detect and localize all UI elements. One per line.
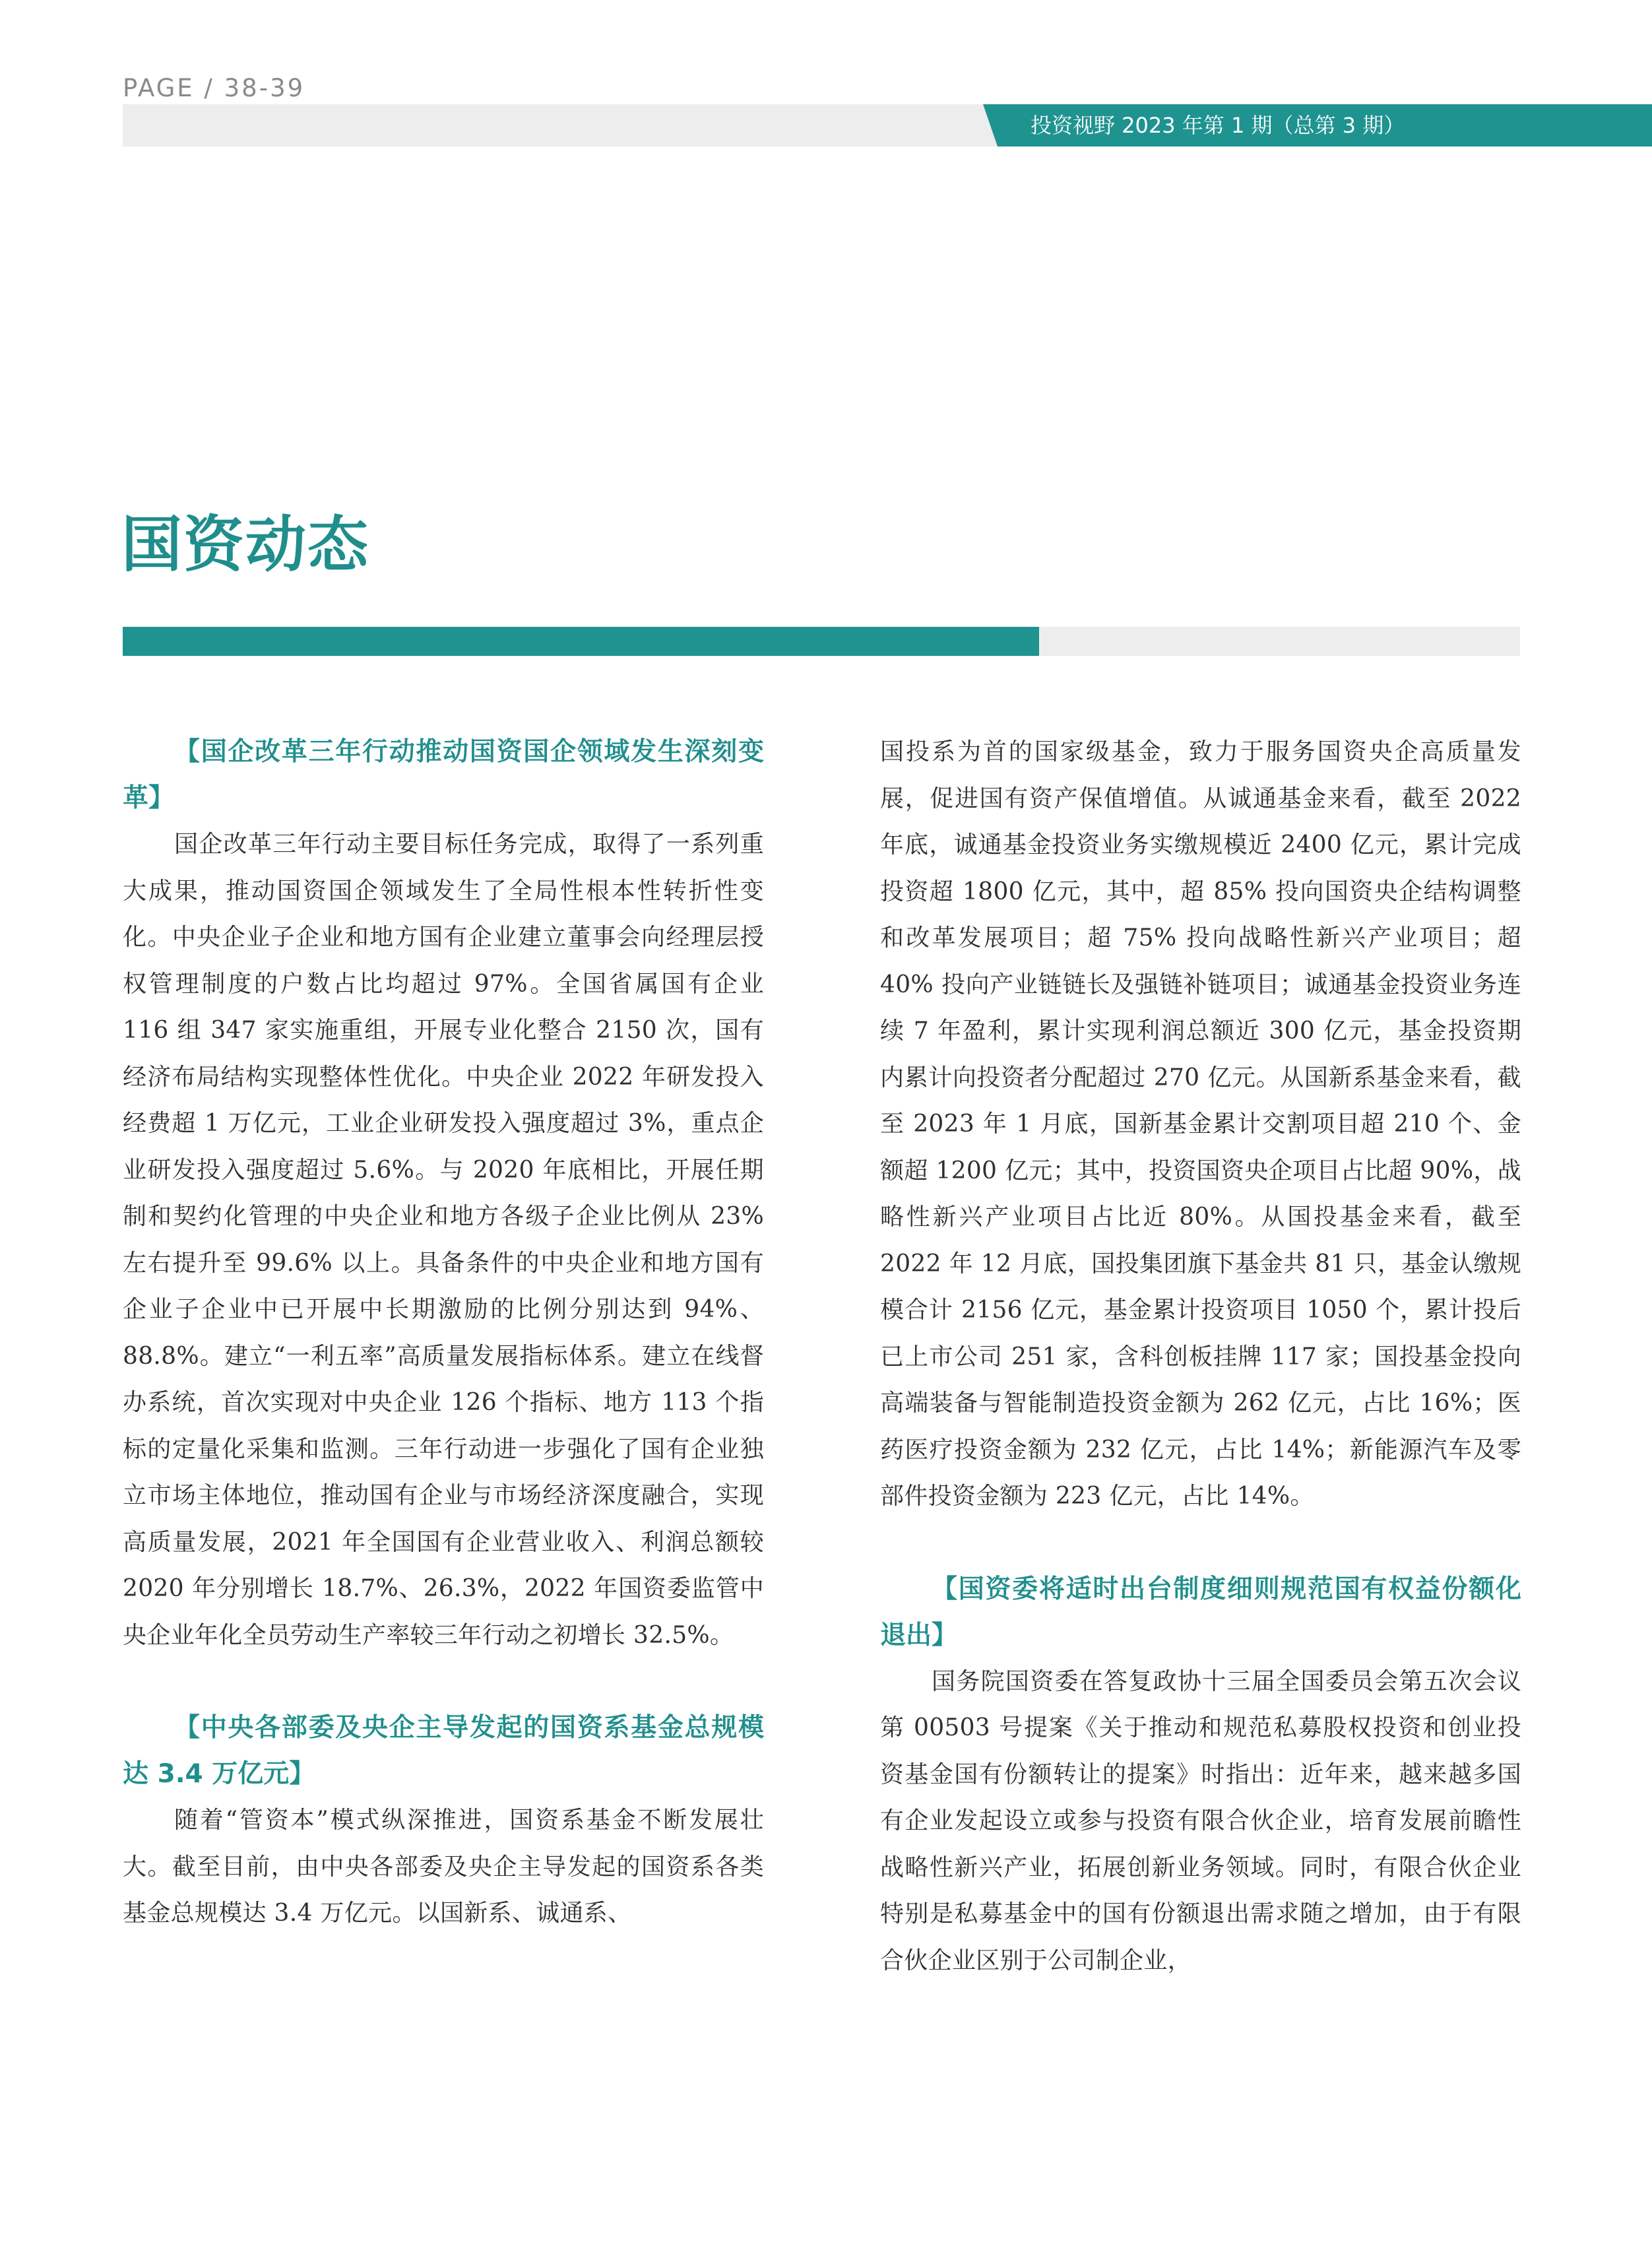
- section-title: 国资动态: [121, 509, 370, 580]
- publication-title: 投资视野 2023 年第 1 期（总第 3 期）: [1031, 113, 1405, 138]
- left-column: [123, 729, 764, 1937]
- article-heading-state-funds: 【中央各部委及央企主导发起的国资系基金总规模达 3.4 万亿元】: [123, 1713, 764, 1789]
- page-number-label: PAGE / 38-39: [123, 74, 305, 102]
- section-divider-bar: [123, 627, 1520, 656]
- article-body-soe-reform: 国企改革三年行动主要目标任务完成，取得了一系列重大成果，推动国资国企领域发生了全局性根本性转折性变化。中央企业子企业和地方国有企业建立董事会向经理层授权管理制度的户数占比均超过 97%。全国省属国有企业 116 组 347 家实施重组，开展专业化整合 2150 次，国有经济布局结构实现整体性优化。中央企业 2022 年研发投入经费超 1 万亿元，工业企业研发投入强度超过 3%，重点企业研发投入强度超过 5.6%。与 2020 年底相比，开展任期制和契约化管理的中央企业和地方各级子企业比例从 23% 左右提升至 99.6% 以上。具备条件的中央企业和地方国有企业子企业中已开展中长期激励的比例分别达到 94%、88.8%。建立“一利五率”高质量发展指标体系。建立在线督办系统，首次实现对中央企业 126 个指标、地方 113 个指标的定量化采集和监测。三年行动进一步强化了国有企业独立市场主体地位，推动国有企业与市场经济深度融合，实现高质量发展，2021 年全国国有企业营业收入、利润总额较 2020 年分别增长 18.7%、26.3%，2022 年国资委监管中央企业年化全员劳动生产率较三年行动之初增长 32.5%。: [123, 831, 764, 1649]
- article-body-state-funds-part1: 随着“管资本”模式纵深推进，国资系基金不断发展壮大。截至目前，由中央各部委及央企主导发起的国资系各类基金总规模达 3.4 万亿元。以国新系、诚通系、: [123, 1807, 764, 1927]
- article-body-equity-exit: 国务院国资委在答复政协十三届全国委员会第五次会议第 00503 号提案《关于推动和规范私募股权投资和创业投资基金国有份额转让的提案》时指出：近年来，越来越多国有企业发起设立或参与投资有限合伙企业，培育发展前瞻性战略性新兴产业，拓展创新业务领域。同时，有限合伙企业特别是私募基金中的国有份额退出需求随之增加，由于有限合伙企业区别于公司制企业，: [880, 1667, 1521, 1974]
- article-body-state-funds-part2: 国投系为首的国家级基金，致力于服务国资央企高质量发展，促进国有资产保值增值。从诚通基金来看，截至 2022 年底，诚通基金投资业务实缴规模近 2400 亿元，累计完成投资超 1800 亿元，其中，超 85% 投向国资央企结构调整和改革发展项目；超 75% 投向战略性新兴产业项目；超 40% 投向产业链链长及强链补链项目；诚通基金投资业务连续 7 年盈利，累计实现利润总额近 300 亿元，基金投资期内累计向投资者分配超过 270 亿元。从国新系基金来看，截至 2023 年 1 月底，国新基金累计交割项目超 210 个、金额超 1200 亿元；其中，投资国资央企项目占比超 90%，战略性新兴产业项目占比近 80%。从国投基金来看，截至 2022 年 12 月底，国投集团旗下基金共 81 只，基金认缴规模合计 2156 亿元，基金累计投资项目 1050 个，累计投后已上市公司 251 家，含科创板挂牌 117 家；国投基金投向高端装备与智能制造投资金额为 262 亿元，占比 16%；医药医疗投资金额为 232 亿元，占比 14%；新能源汽车及零部件投资金额为 223 亿元，占比 14%。: [880, 738, 1521, 1510]
- article-heading-equity-exit: 【国资委将适时出台制度细则规范国有权益份额化退出】: [880, 1574, 1521, 1650]
- section-divider-fill: [123, 627, 1039, 656]
- article-heading-soe-reform: 【国企改革三年行动推动国资国企领域发生深刻变革】: [123, 737, 764, 813]
- right-column: [880, 729, 1521, 1984]
